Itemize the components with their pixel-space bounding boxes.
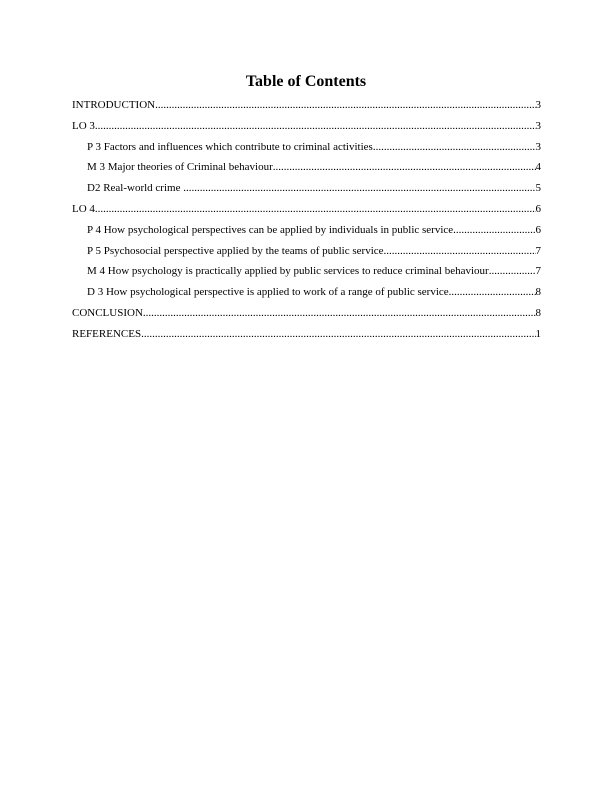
toc-entry-introduction[interactable] (72, 98, 541, 119)
toc-entry-text: M 4 How psychology is practically applied by public services to reduce criminal behaviour (87, 265, 489, 278)
toc-entry-d2[interactable] (72, 181, 541, 202)
toc-entry-lo4[interactable] (72, 202, 541, 223)
toc-entry-m3[interactable] (72, 160, 541, 181)
toc-entry-text: CONCLUSION (72, 306, 143, 319)
toc-page-number: 7 (535, 244, 541, 257)
toc-dot-leader (143, 306, 536, 320)
toc-dot-leader (141, 327, 535, 341)
toc-dot-leader (183, 181, 535, 195)
toc-page-number: 8 (535, 306, 541, 319)
toc-dot-leader (453, 223, 535, 237)
toc-page-number: 3 (535, 119, 541, 132)
toc-entry-references[interactable] (72, 327, 541, 348)
toc-entry-p5[interactable] (72, 244, 541, 265)
toc-entry-text: LO 4 (72, 202, 95, 215)
toc-dot-leader (273, 160, 536, 174)
toc-dot-leader (155, 98, 535, 112)
toc-page-number: 4 (535, 161, 541, 174)
toc-page-number: 3 (535, 140, 541, 153)
toc-entry-text: INTRODUCTION (72, 99, 156, 111)
toc-dot-leader (95, 202, 536, 216)
toc-page-number: 1 (535, 327, 541, 340)
toc-page-number: 7 (535, 265, 541, 278)
toc-entry-lo3[interactable] (72, 119, 541, 140)
toc-entry-text: P 4 How psychological perspectives can be applied by individuals in public service (87, 223, 454, 236)
toc-entry-text: LO 3 (72, 119, 95, 132)
toc-entry-text: P 5 Psychosocial perspective applied by the teams of public service (87, 244, 384, 257)
toc-dot-leader (95, 119, 536, 133)
toc-entry-p3[interactable] (72, 140, 541, 161)
toc-entry-text: D 3 How psychological perspective is applied to work of a range of public service (87, 286, 449, 299)
toc-page-number: 3 (535, 99, 541, 111)
toc-entry-m4[interactable] (72, 264, 541, 285)
toc-entry-d3[interactable] (72, 285, 541, 306)
toc-entry-p4[interactable] (72, 223, 541, 244)
toc-entry-text: REFERENCES (72, 327, 142, 340)
toc-dot-leader (373, 140, 536, 154)
toc-page-number: 8 (535, 286, 541, 299)
toc-entry-conclusion[interactable] (72, 306, 541, 327)
toc-page-number: 5 (535, 182, 541, 195)
toc-entry-text: D2 Real-world crime (87, 182, 184, 195)
toc-dot-leader (384, 244, 536, 258)
toc-list (72, 98, 541, 348)
toc-page-number: 6 (535, 202, 541, 215)
toc-dot-leader (489, 264, 536, 278)
toc-title: Table of Contents (245, 73, 367, 90)
toc-entry-text: P 3 Factors and influences which contribute to criminal activities (87, 140, 373, 153)
toc-dot-leader (449, 285, 536, 299)
toc-entry-text: M 3 Major theories of Criminal behaviour (87, 161, 273, 174)
toc-page-number: 6 (535, 223, 541, 236)
